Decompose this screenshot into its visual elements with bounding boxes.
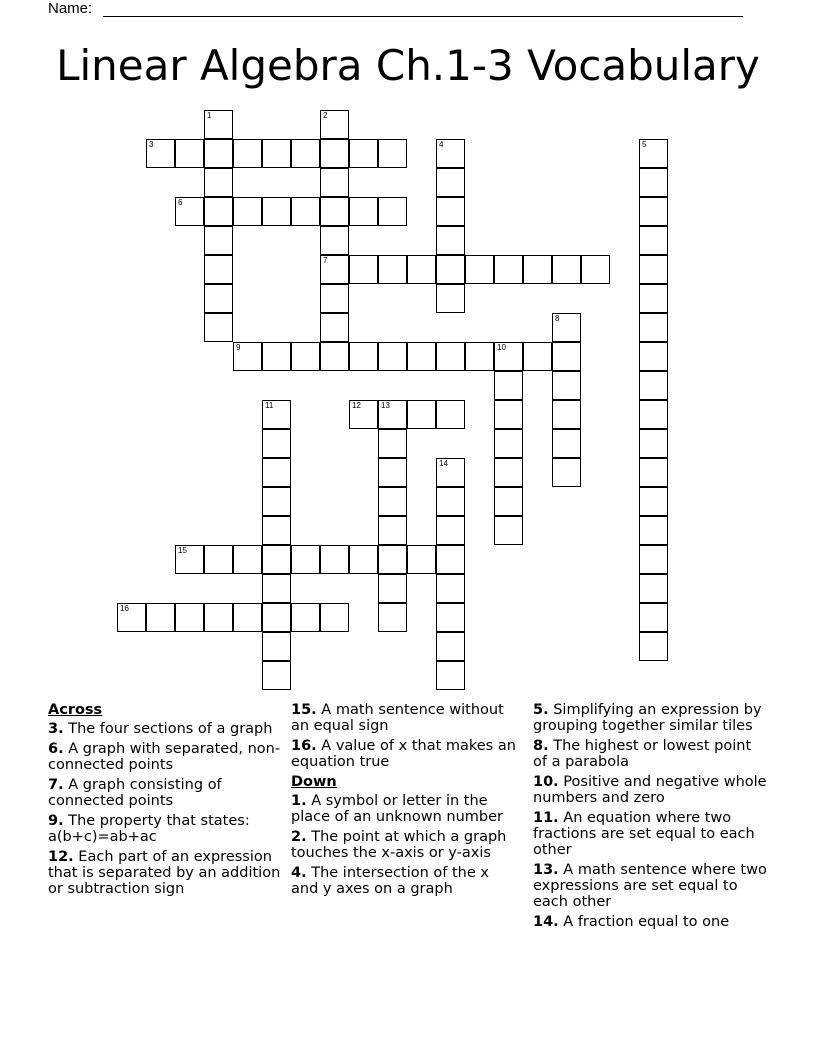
clue-number: 5: [642, 140, 647, 149]
clue-number: 10: [497, 343, 506, 352]
grid-cell[interactable]: [204, 197, 233, 226]
grid-cell[interactable]: [494, 400, 523, 429]
grid-cell[interactable]: [639, 632, 668, 661]
grid-cell[interactable]: [320, 313, 349, 342]
grid-cell[interactable]: [291, 545, 320, 574]
grid-cell[interactable]: [262, 429, 291, 458]
grid-cell[interactable]: [494, 371, 523, 400]
clue-number: 7: [323, 256, 328, 265]
grid-cell[interactable]: [349, 545, 378, 574]
grid-cell[interactable]: [523, 342, 552, 371]
grid-cell[interactable]: [262, 487, 291, 516]
grid-cell[interactable]: [349, 255, 378, 284]
clues-column-3: [533, 702, 769, 934]
clue-down-13: 13. A math sentence where two expressions are set equal to each other: [533, 862, 767, 910]
grid-cell[interactable]: [204, 255, 233, 284]
grid-cell[interactable]: [436, 574, 465, 603]
grid-cell[interactable]: [320, 342, 349, 371]
clue-down-10: 10. Positive and negative whole numbers and zero: [533, 774, 767, 806]
clue-number: 14: [439, 459, 448, 468]
grid-cell[interactable]: [436, 487, 465, 516]
grid-cell[interactable]: [320, 110, 349, 139]
grid-cell[interactable]: [436, 632, 465, 661]
clue-across-9: 9. The property that states: a(b+c)=ab+ac: [48, 813, 250, 845]
clue-across-6: 6. A graph with separated, non-connected points: [48, 741, 281, 773]
grid-cell[interactable]: [320, 545, 349, 574]
grid-cell[interactable]: [639, 342, 668, 371]
grid-cell[interactable]: [639, 574, 668, 603]
grid-cell[interactable]: [378, 429, 407, 458]
grid-cell[interactable]: [262, 574, 291, 603]
grid-cell[interactable]: [436, 168, 465, 197]
grid-cell[interactable]: [378, 516, 407, 545]
grid-cell[interactable]: [291, 197, 320, 226]
page-title: Linear Algebra Ch.1-3 Vocabulary: [56, 41, 760, 90]
grid-cell[interactable]: [407, 342, 436, 371]
grid-cell[interactable]: [175, 545, 204, 574]
name-label: Name:: [48, 0, 93, 17]
clue-number: 2: [323, 111, 328, 120]
grid-cell[interactable]: [639, 313, 668, 342]
clue-number: 12: [352, 401, 361, 410]
clue-across-16: 16. A value of x that makes an equation true: [291, 738, 516, 770]
grid-cell[interactable]: [436, 458, 465, 487]
grid-cell[interactable]: [378, 574, 407, 603]
grid-cell[interactable]: [175, 197, 204, 226]
grid-cell[interactable]: [262, 545, 291, 574]
clues-column-2: [291, 702, 519, 901]
grid-cell[interactable]: [436, 400, 465, 429]
grid-cell[interactable]: [639, 603, 668, 632]
grid-cell[interactable]: [436, 255, 465, 284]
grid-cell[interactable]: [436, 139, 465, 168]
grid-cell[interactable]: [639, 226, 668, 255]
grid-cell[interactable]: [378, 545, 407, 574]
grid-cell[interactable]: [552, 342, 581, 371]
grid-cell[interactable]: [552, 371, 581, 400]
grid-cell[interactable]: [436, 516, 465, 545]
grid-cell[interactable]: [233, 139, 262, 168]
grid-cell[interactable]: [639, 139, 668, 168]
grid-cell[interactable]: [320, 284, 349, 313]
grid-cell[interactable]: [494, 458, 523, 487]
grid-cell[interactable]: [436, 284, 465, 313]
grid-cell[interactable]: [378, 487, 407, 516]
grid-cell[interactable]: [204, 284, 233, 313]
clue-down-1: 1. A symbol or letter in the place of an unknown number: [291, 793, 503, 825]
grid-cell[interactable]: [349, 342, 378, 371]
grid-cell[interactable]: [175, 139, 204, 168]
grid-cell[interactable]: [407, 255, 436, 284]
grid-cell[interactable]: [291, 139, 320, 168]
clue-number: 16: [120, 604, 129, 613]
grid-cell[interactable]: [233, 342, 262, 371]
grid-cell[interactable]: [262, 342, 291, 371]
grid-cell[interactable]: [204, 168, 233, 197]
grid-cell[interactable]: [639, 284, 668, 313]
grid-cell[interactable]: [494, 342, 523, 371]
grid-cell[interactable]: [465, 255, 494, 284]
grid-cell[interactable]: [552, 400, 581, 429]
grid-cell[interactable]: [291, 342, 320, 371]
clues-column-1: [48, 702, 284, 901]
grid-cell[interactable]: [552, 458, 581, 487]
grid-cell[interactable]: [262, 661, 291, 690]
grid-cell[interactable]: [552, 429, 581, 458]
grid-cell[interactable]: [407, 545, 436, 574]
grid-cell[interactable]: [436, 545, 465, 574]
grid-cell[interactable]: [320, 168, 349, 197]
clue-number: 15: [178, 546, 187, 555]
grid-cell[interactable]: [378, 458, 407, 487]
grid-cell[interactable]: [349, 197, 378, 226]
grid-cell[interactable]: [639, 487, 668, 516]
clue-across-3: 3. The four sections of a graph: [48, 721, 273, 737]
grid-cell[interactable]: [204, 110, 233, 139]
clue-number: 3: [149, 140, 154, 149]
clue-number: 8: [555, 314, 560, 323]
clue-number: 11: [265, 401, 274, 410]
clue-down-14: 14. A fraction equal to one: [533, 914, 730, 930]
grid-cell[interactable]: [349, 400, 378, 429]
down-heading: Down: [291, 774, 337, 790]
grid-cell[interactable]: [262, 139, 291, 168]
grid-cell[interactable]: [204, 313, 233, 342]
grid-cell[interactable]: [378, 255, 407, 284]
grid-cell[interactable]: [494, 255, 523, 284]
clue-number: 13: [381, 401, 390, 410]
grid-cell[interactable]: [436, 342, 465, 371]
grid-cell[interactable]: [378, 197, 407, 226]
grid-cell[interactable]: [378, 400, 407, 429]
grid-cell[interactable]: [436, 226, 465, 255]
grid-cell[interactable]: [639, 429, 668, 458]
clue-down-2: 2. The point at which a graph touches the x-axis or y-axis: [291, 829, 507, 861]
grid-cell[interactable]: [639, 168, 668, 197]
grid-cell[interactable]: [204, 545, 233, 574]
grid-cell[interactable]: [494, 516, 523, 545]
grid-cell[interactable]: [552, 255, 581, 284]
grid-cell[interactable]: [407, 400, 436, 429]
across-heading: Across: [48, 702, 103, 718]
grid-cell[interactable]: [639, 516, 668, 545]
clue-down-8: 8. The highest or lowest point of a parabola: [533, 738, 752, 770]
clue-across-7: 7. A graph consisting of connected points: [48, 777, 222, 809]
grid-cell[interactable]: [262, 197, 291, 226]
grid-cell[interactable]: [320, 226, 349, 255]
grid-cell[interactable]: [233, 545, 262, 574]
grid-cell[interactable]: [639, 458, 668, 487]
grid-cell[interactable]: [378, 139, 407, 168]
grid-cell[interactable]: [320, 139, 349, 168]
grid-cell[interactable]: [639, 371, 668, 400]
clue-down-11: 11. An equation where two fractions are set equal to each other: [533, 810, 755, 858]
clue-number: 4: [439, 140, 444, 149]
grid-cell[interactable]: [204, 603, 233, 632]
grid-cell[interactable]: [262, 458, 291, 487]
clue-number: 1: [207, 111, 212, 120]
grid-cell[interactable]: [262, 603, 291, 632]
grid-cell[interactable]: [204, 139, 233, 168]
grid-cell[interactable]: [262, 632, 291, 661]
clue-across-12: 12. Each part of an expression that is separated by an addition or subtraction sign: [48, 849, 281, 897]
grid-cell[interactable]: [320, 197, 349, 226]
grid-cell[interactable]: [436, 197, 465, 226]
grid-cell[interactable]: [291, 603, 320, 632]
grid-cell[interactable]: [436, 661, 465, 690]
grid-cell[interactable]: [175, 603, 204, 632]
grid-cell[interactable]: [146, 603, 175, 632]
grid-cell[interactable]: [204, 226, 233, 255]
grid-cell[interactable]: [523, 255, 552, 284]
grid-cell[interactable]: [436, 603, 465, 632]
clue-number: 9: [236, 343, 241, 352]
grid-cell[interactable]: [581, 255, 610, 284]
grid-cell[interactable]: [639, 545, 668, 574]
clue-down-5: 5. Simplifying an expression by grouping together similar tiles: [533, 702, 762, 734]
clue-across-15: 15. A math sentence without an equal sign: [291, 702, 504, 734]
grid-cell[interactable]: [639, 197, 668, 226]
grid-cell[interactable]: [465, 342, 494, 371]
clue-number: 6: [178, 198, 183, 207]
grid-cell[interactable]: [262, 516, 291, 545]
grid-cell[interactable]: [349, 139, 378, 168]
grid-cell[interactable]: [639, 400, 668, 429]
grid-cell[interactable]: [117, 603, 146, 632]
grid-cell[interactable]: [262, 400, 291, 429]
grid-cell[interactable]: [320, 255, 349, 284]
grid-cell[interactable]: [494, 487, 523, 516]
grid-cell[interactable]: [552, 313, 581, 342]
grid-cell[interactable]: [146, 139, 175, 168]
grid-cell[interactable]: [494, 429, 523, 458]
clue-down-4: 4. The intersection of the x and y axes on a graph: [291, 865, 489, 897]
grid-cell[interactable]: [233, 603, 262, 632]
grid-cell[interactable]: [233, 197, 262, 226]
grid-cell[interactable]: [639, 255, 668, 284]
grid-cell[interactable]: [378, 342, 407, 371]
grid-cell[interactable]: [320, 603, 349, 632]
grid-cell[interactable]: [378, 603, 407, 632]
